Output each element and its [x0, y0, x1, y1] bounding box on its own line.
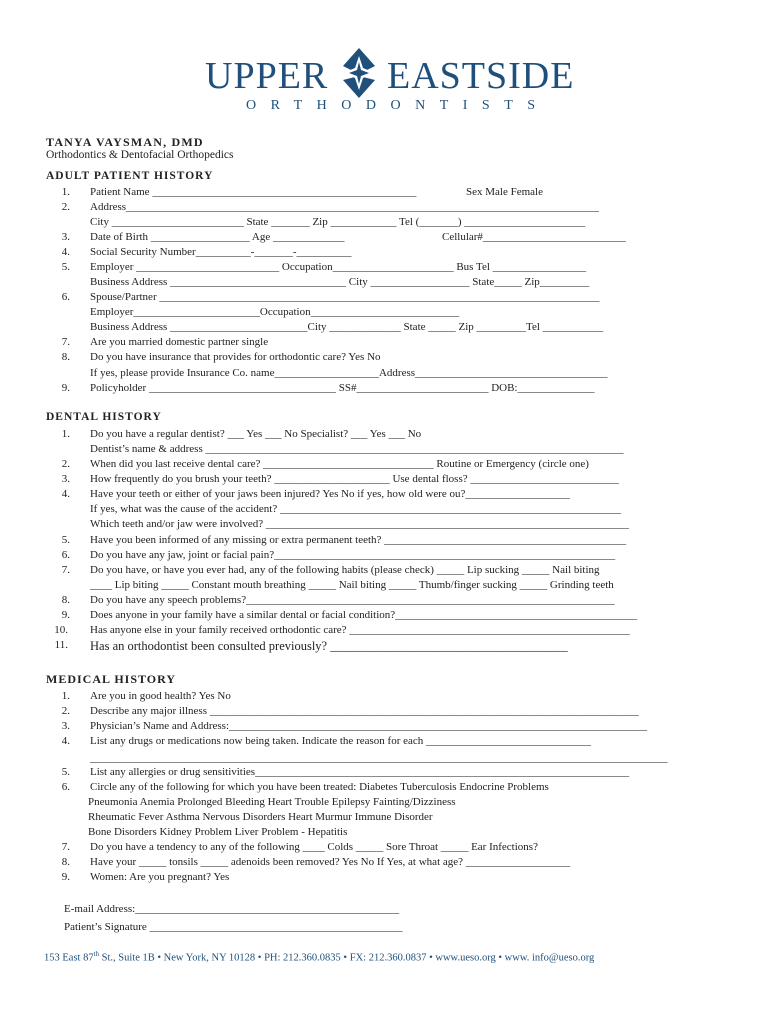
- question-number: 9.: [61, 871, 70, 883]
- question-number: 6.: [61, 781, 70, 793]
- form-line[interactable]: Business Address ________________________________ City __________________ State_____ Zip_________: [90, 276, 590, 288]
- logo-subtitle: ORTHODONTISTS: [246, 98, 550, 113]
- form-line[interactable]: Policyholder __________________________________ SS#________________________ DOB:______________: [90, 382, 595, 394]
- form-line[interactable]: Are you in good health? Yes No: [90, 690, 231, 702]
- question-number: 6.: [61, 549, 70, 561]
- question-number: 1.: [61, 690, 70, 702]
- logo-word-upper: UPPER: [205, 55, 329, 97]
- form-line[interactable]: Do you have a tendency to any of the following ____ Colds _____ Sore Throat _____ Ear Infections?: [90, 841, 538, 853]
- question-number: 6.: [61, 291, 70, 303]
- form-line[interactable]: Employer_______________________Occupation___________________________: [90, 306, 460, 318]
- question-number: 3.: [61, 473, 70, 485]
- question-number: 5.: [61, 261, 70, 273]
- form-line[interactable]: How frequently do you brush your teeth? _____________________ Use dental floss? ___________________________: [90, 473, 619, 485]
- question-number: 4.: [61, 488, 70, 500]
- question-number: 1.: [61, 186, 70, 198]
- form-line[interactable]: Circle any of the following for which you have been treated: Diabetes Tuberculosis Endocrine Problems: [90, 781, 549, 793]
- question-number: 3.: [61, 231, 70, 243]
- question-number: 8.: [61, 351, 70, 363]
- form-line[interactable]: Women: Are you pregnant? Yes: [90, 871, 230, 883]
- form-line[interactable]: Do you have any speech problems?___________________________________________________________________: [90, 594, 615, 606]
- form-line[interactable]: Dentist’s name & address ____________________________________________________________________________: [90, 443, 624, 455]
- form-line[interactable]: Physician’s Name and Address:____________________________________________________________________________: [90, 720, 648, 732]
- doctor-specialty: Orthodontics & Dentofacial Orthopedics: [46, 149, 234, 161]
- form-line[interactable]: Bone Disorders Kidney Problem Liver Problem - Hepatitis: [88, 826, 348, 838]
- email-field[interactable]: E-mail Address:________________________________________________: [64, 903, 400, 915]
- dental-history-title: DENTAL HISTORY: [46, 411, 162, 423]
- form-line[interactable]: Have your teeth or either of your jaws been injured? Yes No if yes, how old were ou?___________________: [90, 488, 570, 500]
- question-number: 5.: [61, 766, 70, 778]
- question-number: 7.: [61, 841, 70, 853]
- form-line[interactable]: List any allergies or drug sensitivities____________________________________________________________________: [90, 766, 630, 778]
- question-number: 5.: [61, 534, 70, 546]
- question-number: 1.: [61, 428, 70, 440]
- form-line[interactable]: Are you married domestic partner single: [90, 336, 269, 348]
- form-line[interactable]: Patient Name ________________________________________________: [90, 186, 417, 198]
- form-line[interactable]: Cellular#__________________________: [442, 231, 626, 243]
- form-line[interactable]: Have your _____ tonsils _____ adenoids been removed? Yes No If Yes, at what age? ___________________: [90, 856, 571, 868]
- form-line[interactable]: Does anyone in your family have a similar dental or facial condition?____________________________________________: [90, 609, 638, 621]
- form-line[interactable]: Which teeth and/or jaw were involved? __________________________________________________________________: [90, 518, 629, 530]
- medical-history-title: MEDICAL HISTORY: [46, 672, 177, 686]
- form-line[interactable]: If yes, please provide Insurance Co. name___________________Address___________________________________: [90, 367, 608, 379]
- doctor-name: TANYA VAYSMAN, DMD: [46, 135, 204, 149]
- form-line[interactable]: When did you last receive dental care? _______________________________ Routine or Emergency (circle one): [90, 458, 589, 470]
- question-number: 11.: [54, 639, 68, 651]
- question-number: 4.: [61, 735, 70, 747]
- form-line[interactable]: _________________________________________________________________________________________________________: [90, 752, 668, 764]
- form-line[interactable]: List any drugs or medications now being taken. Indicate the reason for each ______________________________: [90, 735, 591, 747]
- footer-contact: [44, 950, 594, 964]
- question-number: 2.: [61, 201, 70, 213]
- question-number: 2.: [61, 458, 70, 470]
- question-number: 10.: [54, 624, 68, 636]
- form-line[interactable]: Rheumatic Fever Asthma Nervous Disorders Heart Murmur Immune Disorder: [88, 811, 433, 823]
- form-line[interactable]: Spouse/Partner ________________________________________________________________________________: [90, 291, 600, 303]
- footer-superscript: th: [93, 950, 100, 958]
- form-line[interactable]: Has anyone else in your family received orthodontic care? ___________________________________________________: [90, 624, 630, 636]
- question-number: 4.: [61, 246, 70, 258]
- form-line[interactable]: Have you been informed of any missing or extra permanent teeth? ____________________________________________: [90, 534, 627, 546]
- adult-history-title: ADULT PATIENT HISTORY: [46, 170, 214, 182]
- footer-address-rest: St., Suite 1B • New York, NY 10128 • PH: 212.360.0835 • FX: 212.360.0837 • www.ueso.org • www. info@ueso.org: [99, 952, 595, 964]
- signature-field[interactable]: Patient’s Signature ______________________________________________: [64, 921, 403, 933]
- question-number: 8.: [61, 594, 70, 606]
- question-number: 2.: [61, 705, 70, 717]
- form-line[interactable]: Date of Birth __________________ Age _____________: [90, 231, 345, 243]
- form-line[interactable]: Business Address _________________________City _____________ State _____ Zip _________Tel ___________: [90, 321, 604, 333]
- question-number: 9.: [61, 382, 70, 394]
- form-line[interactable]: Do you have a regular dentist? ___ Yes ___ No Specialist? ___ Yes ___ No: [90, 428, 422, 440]
- form-line[interactable]: Sex Male Female: [466, 186, 543, 198]
- question-number: 7.: [61, 336, 70, 348]
- footer-address-start: 153 East 87: [44, 952, 94, 964]
- star-diamond-icon: [333, 46, 385, 100]
- question-number: 9.: [61, 609, 70, 621]
- form-line[interactable]: Pneumonia Anemia Prolonged Bleeding Heart Trouble Epilepsy Fainting/Dizziness: [88, 796, 456, 808]
- form-line[interactable]: If yes, what was the cause of the accident? ______________________________________________________________: [90, 503, 621, 515]
- question-number: 8.: [61, 856, 70, 868]
- form-line[interactable]: Address______________________________________________________________________________________: [90, 201, 600, 213]
- form-line[interactable]: ____ Lip biting _____ Constant mouth breathing _____ Nail biting _____ Thumb/finger sucking _____ Grinding teeth: [90, 579, 614, 591]
- form-line[interactable]: Do you have, or have you ever had, any of the following habits (please check) _____ Lip sucking _____ Nail biting: [90, 564, 600, 576]
- form-line[interactable]: Employer __________________________ Occupation______________________ Bus Tel _________________: [90, 261, 587, 273]
- question-number: 7.: [61, 564, 70, 576]
- form-line[interactable]: Social Security Number__________-_______-__________: [90, 246, 352, 258]
- form-line[interactable]: City ________________________ State _______ Zip ____________ Tel (_______) ______________________: [90, 216, 586, 228]
- logo-word-eastside: EASTSIDE: [387, 55, 575, 97]
- form-line[interactable]: Do you have any jaw, joint or facial pain?______________________________________________________________: [90, 549, 616, 561]
- form-line[interactable]: Do you have insurance that provides for orthodontic care? Yes No: [90, 351, 381, 363]
- form-line[interactable]: Describe any major illness ______________________________________________________________________________: [90, 705, 639, 717]
- question-number: 3.: [61, 720, 70, 732]
- form-line[interactable]: Has an orthodontist been consulted previously? ______________________________________: [90, 639, 568, 653]
- logo: [0, 46, 770, 126]
